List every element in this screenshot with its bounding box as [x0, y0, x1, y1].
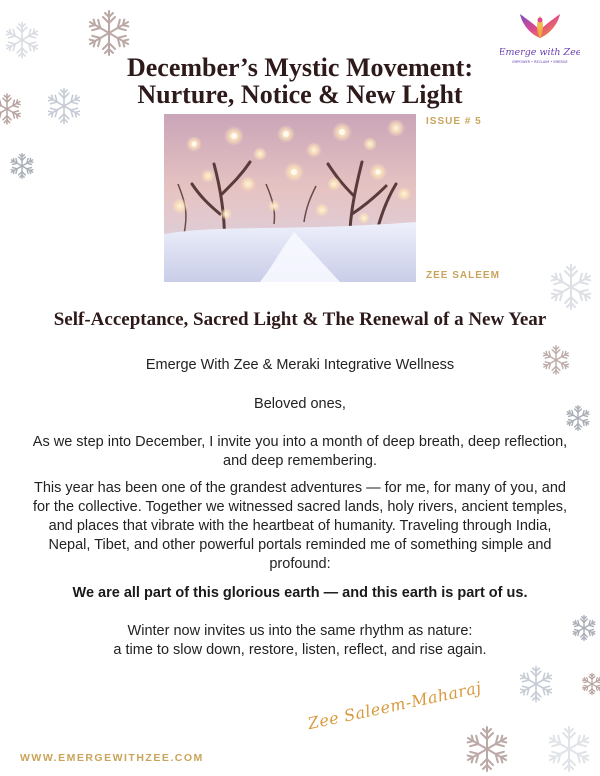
author-name: ZEE SALEEM — [426, 270, 500, 281]
paragraph-intro: As we step into December, I invite you into a month of deep breath, deep reflection, and deep remembering. — [32, 434, 568, 469]
winter-line-2: a time to slow down, restore, listen, reflect, and rise again. — [113, 642, 487, 658]
website-link[interactable]: WWW.EMERGEWITHZEE.COM — [20, 752, 204, 764]
newsletter-subtitle: Self-Acceptance, Sacred Light & The Renewal of a New Year — [53, 309, 547, 330]
snowflake-icon — [544, 724, 594, 774]
svg-text:EMPOWER • RECLAIM • EMERGE: EMPOWER • RECLAIM • EMERGE — [512, 60, 568, 64]
snowy-forest-path-image — [164, 114, 416, 282]
snowflake-icon — [516, 664, 556, 704]
snowflake-icon — [84, 8, 134, 58]
paragraph-year-reflection: This year has been one of the grandest adventures — for me, for many of you, and for the collective. Together we witnessed sacred lands, holy rivers, ancient temples, and places that vibrate with the heartbeat of humanity. Traveling through India, Nepal, Tibet, and other powerful portals reminded me of something simple and profound: — [32, 480, 568, 572]
phoenix-icon — [520, 14, 560, 38]
snowflake-icon — [546, 262, 596, 312]
highlight-statement: We are all part of this glorious earth — and this earth is part of us. — [72, 585, 528, 601]
winter-line-1: Winter now invites us into the same rhythm as nature: — [127, 623, 473, 639]
greeting: Beloved ones, — [254, 396, 346, 412]
svg-text:Emerge with Zee: Emerge with Zee — [500, 47, 580, 58]
title-line-2: Nurture, Notice & New Light — [137, 80, 463, 109]
snowflake-icon — [8, 152, 36, 180]
issue-number: ISSUE # 5 — [426, 116, 482, 127]
snowflake-icon — [580, 672, 600, 696]
organization-line: Emerge With Zee & Meraki Integrative Wellness — [145, 357, 455, 373]
signature: Zee Saleem-Maharaj — [305, 677, 484, 734]
snowflake-icon — [0, 92, 24, 126]
title-line-1: December’s Mystic Movement: — [126, 53, 473, 82]
snowflake-icon — [2, 20, 42, 60]
snowflake-icon — [570, 614, 598, 642]
newsletter-title — [60, 54, 540, 108]
snowflake-icon — [462, 724, 512, 774]
paragraph-winter — [30, 622, 570, 660]
